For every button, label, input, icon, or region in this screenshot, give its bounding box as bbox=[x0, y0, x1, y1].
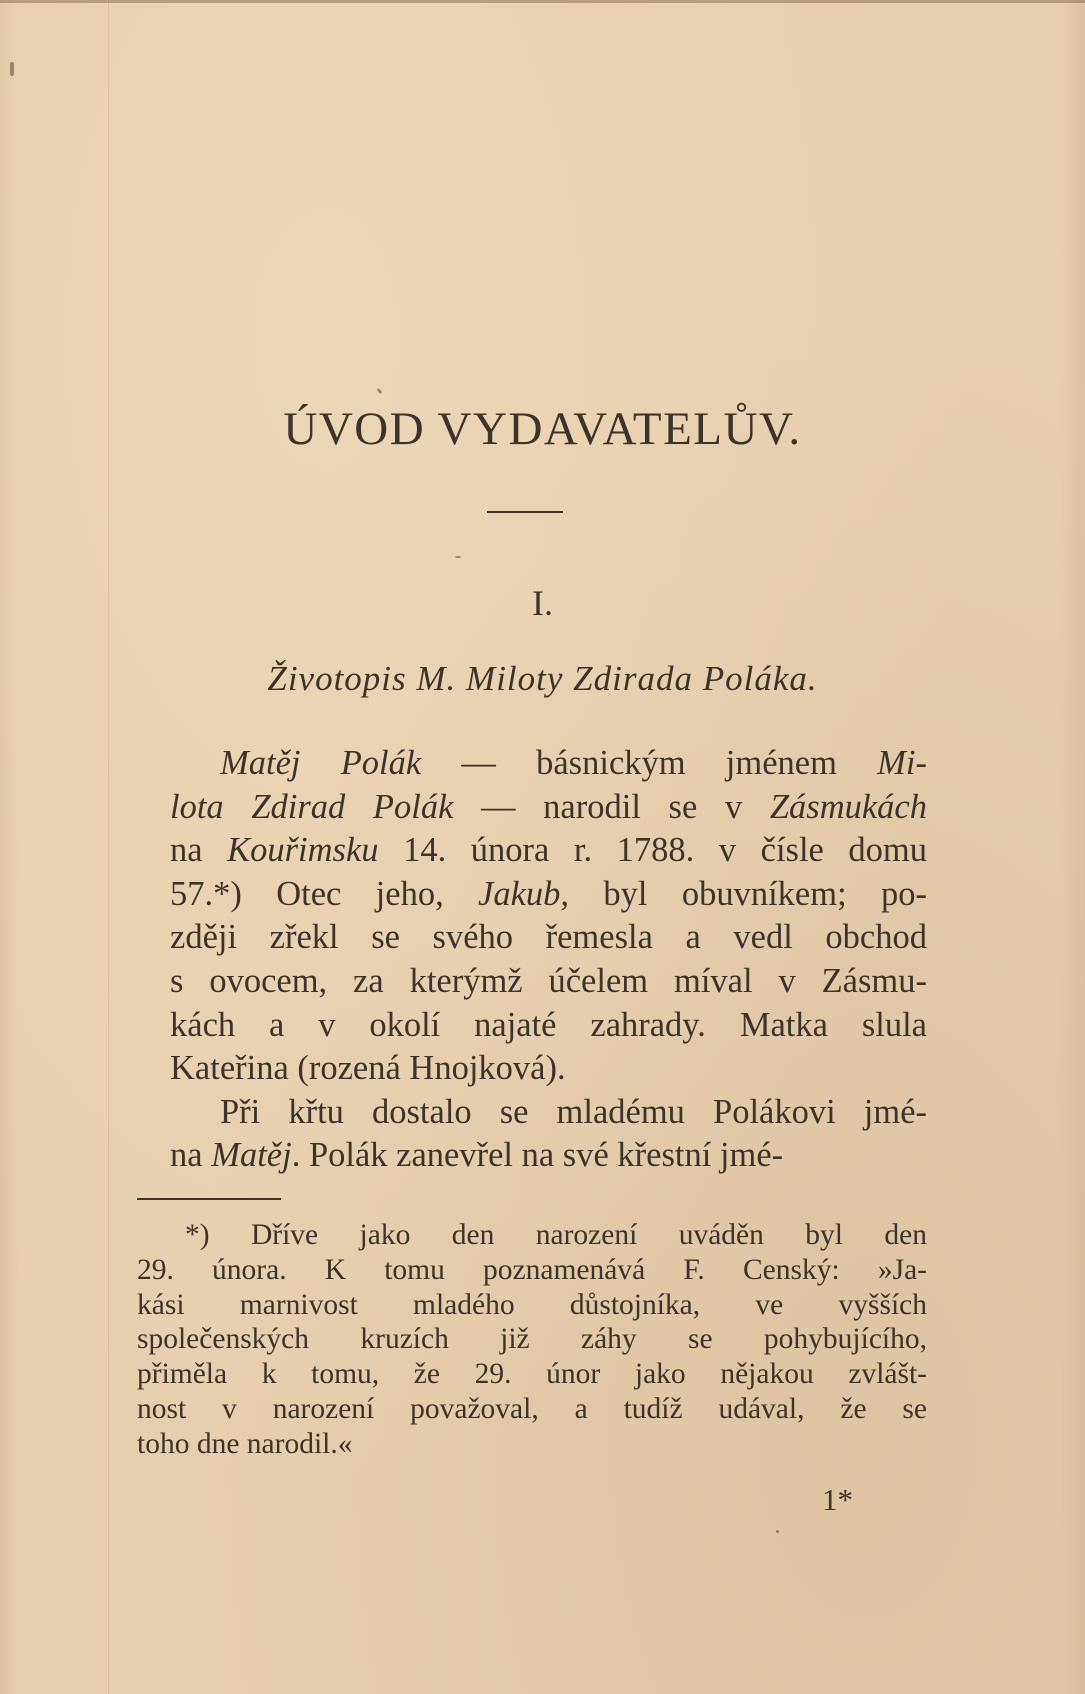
text-run: byl obuvníkem; po- bbox=[569, 874, 927, 913]
footnote-line: společenských kruzích již záhy se pohybujícího, bbox=[137, 1323, 927, 1356]
footnote bbox=[137, 1218, 927, 1462]
body-line bbox=[170, 1134, 927, 1178]
italic-text: Matěj bbox=[211, 1136, 292, 1175]
italic-text: Kouřimsku bbox=[227, 831, 379, 870]
footnote-line: 29. února. K tomu poznamenává F. Censký: »Ja- bbox=[137, 1253, 927, 1286]
text-run: kách a v okolí najaté zahrady. Matka slula bbox=[170, 1005, 927, 1044]
body-line bbox=[170, 873, 927, 917]
footnote-line: kási marnivost mladého důstojníka, ve vyšších bbox=[137, 1288, 927, 1321]
body-line bbox=[170, 742, 927, 786]
paper-speck bbox=[455, 556, 461, 558]
body-line bbox=[170, 1091, 927, 1135]
text-run: na bbox=[170, 1136, 212, 1175]
italic-text: lota Zdirad Polák bbox=[170, 787, 454, 826]
page-fold-line bbox=[108, 0, 109, 1694]
text-run: zději zřekl se svého řemesla a vedl obchod bbox=[170, 918, 927, 957]
body-line bbox=[170, 786, 927, 830]
text-run: na bbox=[170, 831, 228, 870]
title-divider bbox=[487, 511, 563, 513]
text-run: . Polák zanevřel na své křestní jmé- bbox=[291, 1136, 784, 1175]
body-line bbox=[170, 1004, 927, 1048]
text-run: Při křtu dostalo se mladému Polákovi jmé- bbox=[220, 1092, 927, 1131]
text-run: 14. února r. 1788. v čísle domu bbox=[378, 831, 927, 870]
body-line bbox=[170, 916, 927, 960]
page-top-edge bbox=[0, 0, 1085, 3]
section-number: I. bbox=[532, 583, 553, 623]
body-line bbox=[170, 829, 927, 873]
text-run: — narodil se v bbox=[453, 787, 770, 826]
page-number: 1* bbox=[822, 1482, 853, 1517]
footnote-divider bbox=[137, 1198, 281, 1200]
text-run: — básnickým jménem bbox=[421, 744, 878, 782]
italic-text: Mi- bbox=[877, 744, 927, 782]
footnote-line: přiměla k tomu, že 29. únor jako nějakou zvlášt- bbox=[137, 1358, 927, 1391]
paper-speck bbox=[776, 1530, 779, 1533]
text-run: 57.*) Otec jeho, bbox=[170, 874, 479, 913]
footnote-line: toho dne narodil.« bbox=[137, 1427, 353, 1460]
italic-text: Matěj Polák bbox=[220, 744, 422, 782]
italic-text: Zásmukách bbox=[769, 787, 927, 826]
text-run: Kateřina (rozená Hnojková). bbox=[170, 1049, 566, 1088]
body-paragraphs bbox=[170, 742, 927, 1178]
body-line bbox=[170, 960, 927, 1004]
footnote-line: nost v narození považoval, a tudíž udával, že se bbox=[137, 1392, 927, 1425]
chapter-title: ÚVOD VYDAVATELŮV. bbox=[283, 403, 802, 455]
section-subtitle: Životopis M. Miloty Zdirada Poláka. bbox=[267, 659, 818, 698]
body-line bbox=[170, 1047, 927, 1091]
text-run: s ovocem, za kterýmž účelem míval v Zásmu- bbox=[170, 961, 927, 1000]
italic-text: Jakub, bbox=[478, 874, 570, 913]
paper-speck bbox=[10, 62, 14, 76]
paper-speck bbox=[376, 388, 382, 395]
footnote-line: *) Dříve jako den narození uváděn byl den bbox=[185, 1219, 927, 1251]
